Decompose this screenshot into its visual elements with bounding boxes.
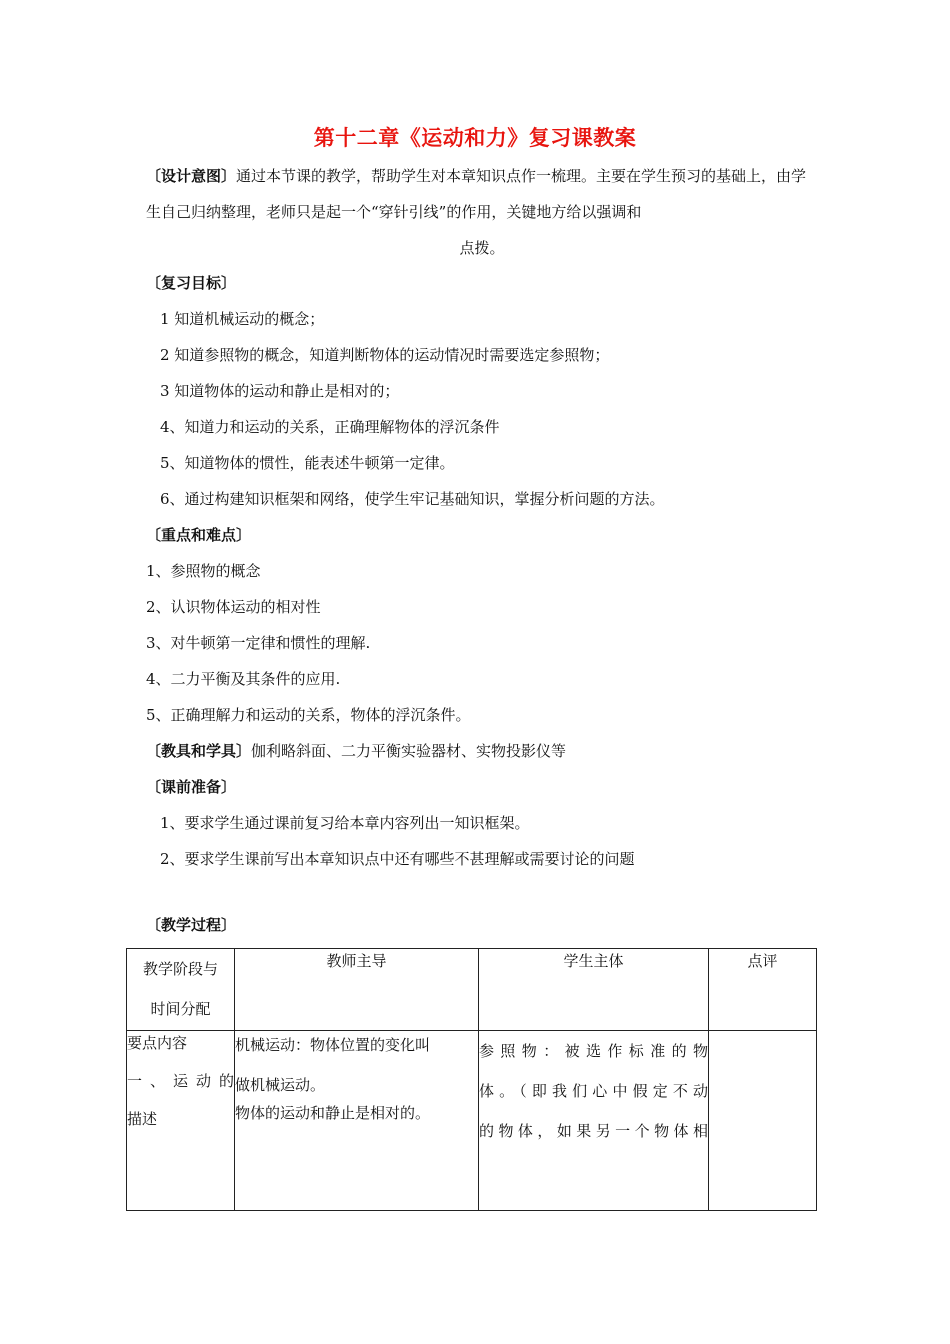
key-point-item: 2、认识物体运动的相对性 bbox=[146, 598, 321, 616]
page-title: 第十二章《运动和力》复习课教案 bbox=[313, 125, 637, 150]
preparation-item: 2、要求学生课前写出本章知识点中还有哪些不甚理解或需要讨论的问题 bbox=[160, 850, 635, 868]
row-student-line1: 参照物：被选作标准的物 bbox=[479, 1042, 708, 1060]
key-point-item: 5、正确理解力和运动的关系，物体的浮沉条件。 bbox=[146, 706, 471, 724]
preparation-item: 1、要求学生通过课前复习给本章内容列出一知识框架。 bbox=[160, 814, 530, 832]
row-teacher-cell bbox=[235, 1031, 479, 1211]
key-point-item: 3、对牛顿第一定律和惯性的理解. bbox=[146, 634, 371, 652]
row-stage-line2: 一、运动的 bbox=[127, 1072, 234, 1090]
tools-label: 〔教具和学具〕 bbox=[146, 742, 252, 760]
preparation-heading: 〔课前准备〕 bbox=[146, 778, 237, 796]
review-goal-item: 1 知道机械运动的概念； bbox=[160, 310, 325, 328]
review-goal-item: 2 知道参照物的概念，知道判断物体的运动情况时需要选定参照物； bbox=[160, 346, 610, 364]
design-intent-label: 〔设计意图〕 bbox=[146, 167, 237, 185]
table-row bbox=[127, 1031, 817, 1211]
row-student-cell bbox=[479, 1031, 709, 1211]
key-point-item: 4、二力平衡及其条件的应用. bbox=[146, 670, 341, 688]
key-point-item: 1、参照物的概念 bbox=[146, 562, 261, 580]
row-student-line3: 的物体，如果另一个物体相 bbox=[479, 1122, 708, 1140]
header-stage bbox=[127, 949, 235, 1031]
tools-line bbox=[146, 740, 566, 761]
row-teacher-line2: 做机械运动。 bbox=[235, 1076, 326, 1094]
tools-text: 伽利略斜面、二力平衡实验器材、实物投影仪等 bbox=[251, 742, 567, 760]
review-goal-item: 4、知道力和运动的关系，正确理解物体的浮沉条件 bbox=[160, 418, 500, 436]
process-heading: 〔教学过程〕 bbox=[146, 916, 237, 934]
row-stage-line3: 描述 bbox=[127, 1110, 158, 1128]
table-header-row bbox=[127, 949, 817, 1031]
review-goal-item: 5、知道物体的惯性，能表述牛顿第一定律。 bbox=[160, 454, 455, 472]
review-goal-item: 3 知道物体的运动和静止是相对的； bbox=[160, 382, 400, 400]
design-intent-paragraph bbox=[146, 158, 818, 266]
row-stage-cell bbox=[127, 1031, 235, 1211]
row-student-line2: 体。（即我们心中假定不动 bbox=[479, 1082, 708, 1100]
row-teacher-line3: 物体的运动和静止是相对的。 bbox=[235, 1104, 431, 1122]
header-comment: 点评 bbox=[709, 949, 817, 1031]
teaching-process-table bbox=[126, 948, 817, 1211]
row-teacher-line1: 机械运动：物体位置的变化叫 bbox=[235, 1036, 431, 1054]
review-goals-heading: 〔复习目标〕 bbox=[146, 274, 237, 292]
design-intent-text: 通过本节课的教学，帮助学生对本章知识点作一梳理。主要在学生预习的基础上，由学生自己归纳整理，老师只是起一个“穿针引线”的作用，关键地方给以强调和 bbox=[146, 167, 807, 221]
key-points-heading: 〔重点和难点〕 bbox=[146, 526, 252, 544]
header-teacher: 教师主导 bbox=[235, 949, 479, 1031]
row-comment-cell bbox=[709, 1031, 817, 1211]
header-stage-line1: 教学阶段与 bbox=[142, 960, 218, 978]
header-student: 学生主体 bbox=[479, 949, 709, 1031]
design-intent-last-line: 点拨。 bbox=[459, 239, 505, 257]
header-stage-line2: 时间分配 bbox=[150, 1000, 211, 1018]
review-goal-item: 6、通过构建知识框架和网络，使学生牢记基础知识，掌握分析问题的方法。 bbox=[160, 490, 665, 508]
row-stage-line1: 要点内容 bbox=[127, 1034, 188, 1052]
